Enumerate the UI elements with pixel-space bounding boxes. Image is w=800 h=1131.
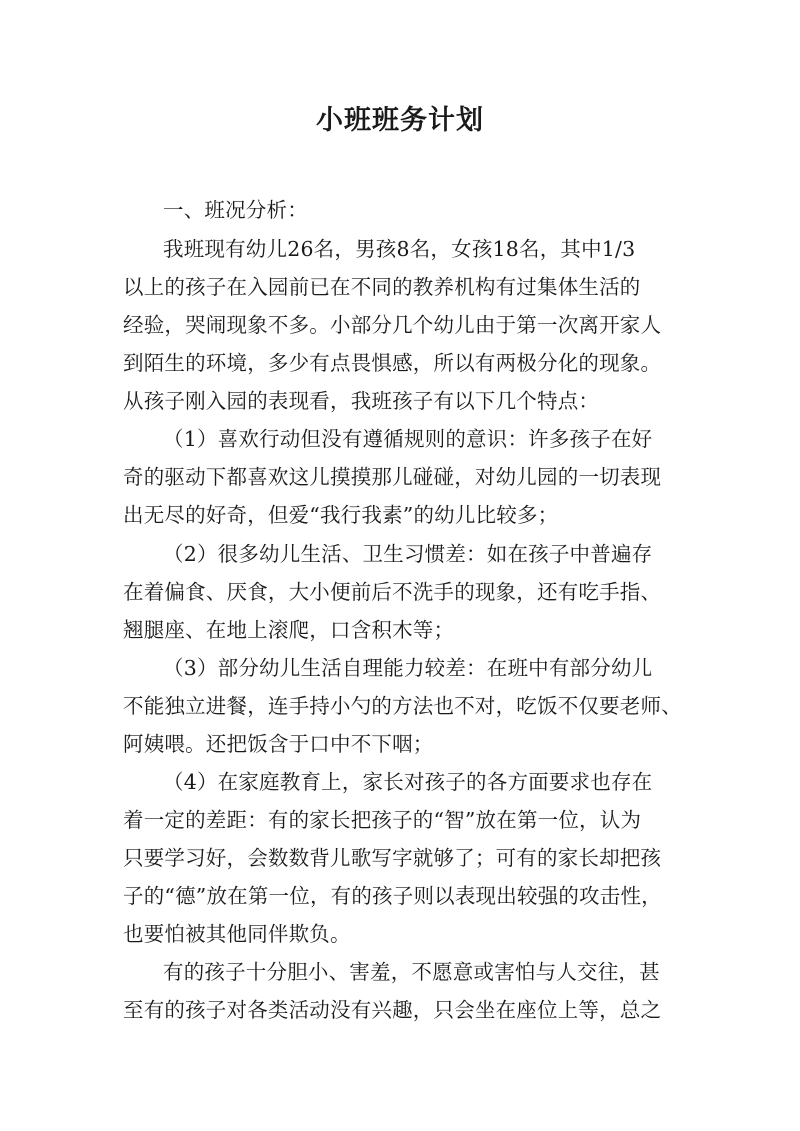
text-line: 不能独立进餐，连手持小勺的方法也不对，吃饭不仅要老师、 <box>123 694 682 718</box>
text-line: 出无尽的好奇，但爱“我行我素”的幼儿比较多； <box>123 503 559 527</box>
text-line: （4）在家庭教育上，家长对孩子的各方面要求也存在 <box>163 770 653 794</box>
document-title: 小班班务计划 <box>316 105 484 136</box>
text-line: 翘腿座、在地上滚爬，口含积木等； <box>123 618 455 642</box>
text-line: 只要学习好，会数数背儿歌写字就够了；可有的家长却把孩 <box>123 846 662 870</box>
text-line: 阿姨喂。还把饭含于口中不下咽； <box>123 732 434 756</box>
text-line: 在着偏食、厌食，大小便前后不洗手的现象，还有吃手指、 <box>123 580 662 604</box>
section-heading: 一、班况分析： <box>163 198 308 222</box>
text-line: 以上的孩子在入园前已在不同的教养机构有过集体生活的 <box>123 275 641 299</box>
text-line: （2）很多幼儿生活、卫生习惯差：如在孩子中普遍存 <box>163 542 653 566</box>
text-line: 着一定的差距：有的家长把孩子的“智”放在第一位，认为 <box>123 808 642 832</box>
text-line: 奇的驱动下都喜欢这儿摸摸那儿碰碰，对幼儿园的一切表现 <box>123 465 662 489</box>
text-line: （3）部分幼儿生活自理能力较差：在班中有部分幼儿 <box>163 656 653 680</box>
text-line: 也要怕被其他同伴欺负。 <box>123 922 351 946</box>
text-line: 我班现有幼儿26名，男孩8名，女孩18名，其中1/3 <box>163 237 636 261</box>
text-line: 子的“德”放在第一位，有的孩子则以表现出较强的攻击性， <box>123 884 662 908</box>
text-line: 从孩子刚入园的表现看，我班孩子有以下几个特点： <box>123 389 600 413</box>
text-line: 经验，哭闹现象不多。小部分几个幼儿由于第一次离开家人 <box>123 313 662 337</box>
text-line: （1）喜欢行动但没有遵循规则的意识：许多孩子在好 <box>163 427 653 451</box>
text-line: 至有的孩子对各类活动没有兴趣，只会坐在座位上等，总之 <box>123 998 662 1022</box>
text-line: 到陌生的环境，多少有点畏惧感，所以有两极分化的现象。 <box>123 351 662 375</box>
text-line: 有的孩子十分胆小、害羞，不愿意或害怕与人交往，甚 <box>163 960 660 984</box>
